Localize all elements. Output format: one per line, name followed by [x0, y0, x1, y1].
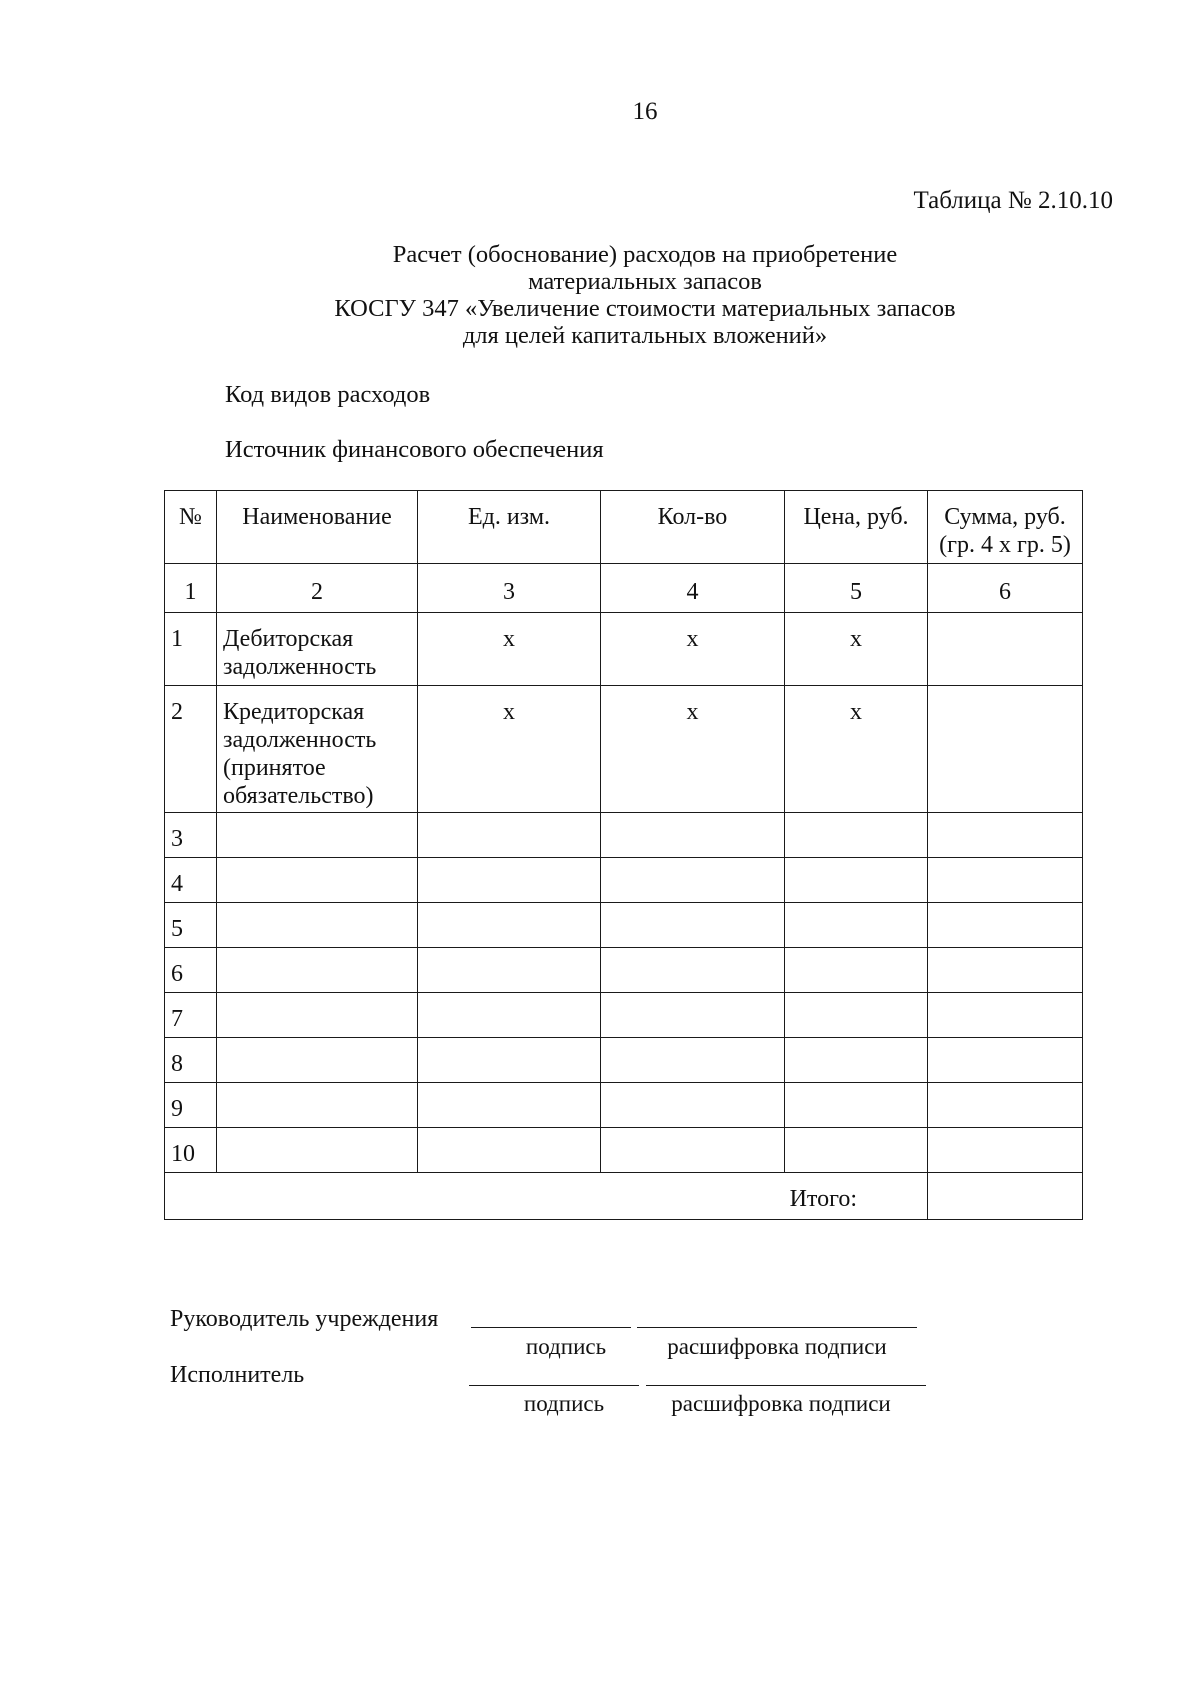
table-row [165, 813, 1083, 858]
column-number: 1 [165, 564, 217, 613]
row-quantity [601, 813, 785, 858]
row-unit: х [418, 613, 601, 686]
header-sum: Сумма, руб. (гр. 4 х гр. 5) [928, 491, 1083, 564]
row-unit [418, 993, 601, 1038]
title-line: материальных запасов [528, 268, 762, 295]
calculation-table [164, 490, 1083, 1220]
head-of-institution-label: Руководитель учреждения [170, 1306, 439, 1332]
row-quantity [601, 1083, 785, 1128]
table-row [165, 1128, 1083, 1173]
row-sum [928, 858, 1083, 903]
column-number: 2 [217, 564, 418, 613]
row-sum [928, 1128, 1083, 1173]
row-price [785, 993, 928, 1038]
row-price [785, 1038, 928, 1083]
table-row [165, 1083, 1083, 1128]
executor-decode-caption: расшифровка подписи [671, 1391, 891, 1416]
row-number: 8 [165, 1038, 217, 1083]
row-price [785, 903, 928, 948]
row-sum [928, 903, 1083, 948]
executor-decode-line [646, 1385, 926, 1386]
row-quantity: х [601, 613, 785, 686]
row-number: 9 [165, 1083, 217, 1128]
row-unit [418, 1038, 601, 1083]
row-quantity [601, 858, 785, 903]
row-name [217, 1128, 418, 1173]
row-number: 7 [165, 993, 217, 1038]
row-sum [928, 613, 1083, 686]
row-price [785, 813, 928, 858]
table-row [165, 948, 1083, 993]
column-number-row [165, 564, 1083, 613]
row-name: Дебиторская задолженность [217, 613, 418, 686]
row-name [217, 1083, 418, 1128]
table-row [165, 613, 1083, 686]
head-signature-caption: подпись [525, 1334, 607, 1359]
row-number: 1 [165, 613, 217, 686]
row-quantity [601, 948, 785, 993]
row-number: 6 [165, 948, 217, 993]
row-price: х [785, 686, 928, 813]
row-price [785, 858, 928, 903]
head-decode-line [637, 1327, 917, 1328]
row-sum [928, 813, 1083, 858]
executor-signature-caption: подпись [523, 1391, 605, 1416]
title-line: КОСГУ 347 «Увеличение стоимости материальных запасов [334, 295, 956, 322]
row-quantity [601, 903, 785, 948]
row-price [785, 1128, 928, 1173]
column-number: 3 [418, 564, 601, 613]
total-value [928, 1173, 1083, 1220]
table-row [165, 993, 1083, 1038]
total-label: Итого: [165, 1173, 928, 1220]
row-number: 4 [165, 858, 217, 903]
column-number: 5 [785, 564, 928, 613]
row-price [785, 1083, 928, 1128]
column-number: 4 [601, 564, 785, 613]
executor-signature-line [469, 1385, 639, 1386]
row-unit: х [418, 686, 601, 813]
row-sum [928, 1083, 1083, 1128]
row-quantity [601, 1038, 785, 1083]
row-name [217, 903, 418, 948]
header-unit: Ед. изм. [418, 491, 601, 564]
row-name [217, 948, 418, 993]
title-line: для целей капитальных вложений» [462, 322, 828, 349]
header-price: Цена, руб. [785, 491, 928, 564]
funding-source-label: Источник финансового обеспечения [225, 436, 604, 463]
row-number: 2 [165, 686, 217, 813]
table-row [165, 858, 1083, 903]
row-name [217, 993, 418, 1038]
expense-code-label: Код видов расходов [225, 381, 431, 408]
row-sum [928, 993, 1083, 1038]
head-decode-caption: расшифровка подписи [667, 1334, 887, 1359]
row-unit [418, 948, 601, 993]
row-quantity [601, 1128, 785, 1173]
header-quantity: Кол-во [601, 491, 785, 564]
row-name: Кредиторская задолженность (принятое обязательство) [217, 686, 418, 813]
row-name [217, 1038, 418, 1083]
table-row [165, 903, 1083, 948]
row-unit [418, 1083, 601, 1128]
row-unit [418, 903, 601, 948]
row-unit [418, 1128, 601, 1173]
table-row [165, 686, 1083, 813]
row-sum [928, 686, 1083, 813]
row-number: 10 [165, 1128, 217, 1173]
column-number: 6 [928, 564, 1083, 613]
row-number: 5 [165, 903, 217, 948]
row-name [217, 813, 418, 858]
header-number: № [165, 491, 217, 564]
total-row [165, 1173, 1083, 1220]
row-name [217, 858, 418, 903]
table-reference: Таблица № 2.10.10 [913, 187, 1113, 214]
row-number: 3 [165, 813, 217, 858]
head-signature-line [471, 1327, 631, 1328]
row-price: х [785, 613, 928, 686]
row-quantity: х [601, 686, 785, 813]
document-title [300, 241, 990, 349]
row-sum [928, 948, 1083, 993]
page-number: 16 [632, 98, 658, 125]
row-sum [928, 1038, 1083, 1083]
executor-label: Исполнитель [170, 1362, 305, 1388]
title-line: Расчет (обоснование) расходов на приобретение [392, 241, 898, 268]
table-row [165, 1038, 1083, 1083]
table-header-row [165, 491, 1083, 564]
row-unit [418, 813, 601, 858]
row-unit [418, 858, 601, 903]
header-name: Наименование [217, 491, 418, 564]
row-quantity [601, 993, 785, 1038]
row-price [785, 948, 928, 993]
